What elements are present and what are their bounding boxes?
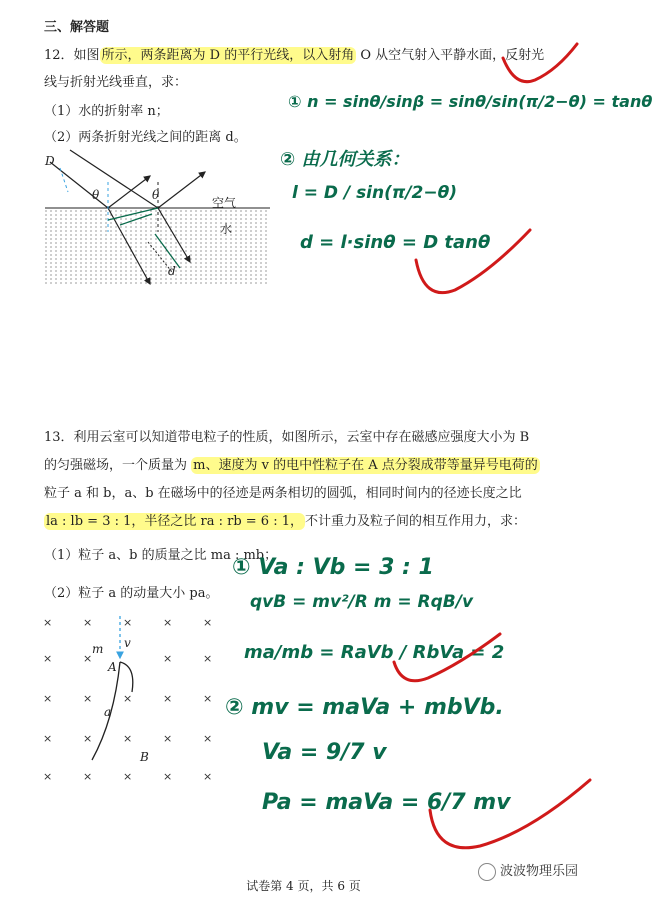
- q13-answer-line1: ① Va : Vb = 3 : 1: [232, 555, 434, 580]
- q13-label-A: A: [108, 660, 117, 674]
- q12-answer-line2: ② 由几何关系：: [280, 149, 410, 170]
- refraction-diagram: [40, 150, 280, 290]
- q13-answer-line4: ② mv = maVa + mbVb.: [225, 695, 504, 720]
- q13-line2-pre: 的匀强磁场，一个质量为: [44, 458, 192, 473]
- q12-label-theta2: θ: [152, 188, 160, 202]
- q13-answer-line2: qvB = mv²/R m = RqB/v: [250, 592, 474, 612]
- check-mark-3: [388, 630, 508, 690]
- q12-answer-line4: d = l·sinθ = D tanθ: [300, 232, 491, 253]
- q13-answer-line3: ma/mb = RaVb / RbVa = 2: [244, 642, 505, 663]
- watermark: [478, 860, 578, 881]
- q13-line1: 13．利用云室可以知道带电粒子的性质，如图所示，云室中存在磁感应强度大小为 B: [44, 430, 530, 445]
- track-b: [120, 662, 133, 692]
- q12-label-d: d: [168, 264, 176, 278]
- page-footer: 试卷第 4 页，共 6 页: [246, 879, 361, 893]
- q12-label-water: 水: [220, 222, 233, 236]
- q12-line1: [44, 48, 544, 64]
- q13-line4: [44, 514, 526, 530]
- q12-line1-pre: 12．如图: [44, 48, 100, 63]
- q13-answer-line5: Va = 9/7 v: [262, 740, 387, 765]
- q12-part1: （1）水的折射率 n；: [44, 104, 169, 119]
- q12-label-D: D: [45, 154, 55, 168]
- check-mark-4: [420, 770, 600, 860]
- q13-line3: 粒子 a 和 b，a、b 在磁场中的径迹是两条相切的圆弧，相同时间内的径迹长度之比: [44, 486, 522, 501]
- q13-line4-post: 不计重力及粒子间的相互作用力，求：: [305, 514, 527, 529]
- q13-highlight-1: m、速度为 v 的电中性粒子在 A 点分裂成带等量异号电荷的: [193, 458, 538, 473]
- watermark-text: 波波物理乐园: [500, 864, 579, 879]
- q12-figure: [40, 150, 280, 290]
- q13-figure: × × × × × × × × × × × × × × × × × × × × × × × × m v A a B: [40, 610, 220, 790]
- q12-line2: 线与折射光线垂直，求：: [44, 75, 188, 90]
- section-title: 三、解答题: [44, 20, 110, 35]
- q13-label-m: m: [92, 642, 104, 656]
- q13-label-B: B: [140, 750, 149, 764]
- q12-line1-post: O 从空气射入平静水面，反射光: [356, 48, 545, 63]
- check-mark-1: [495, 40, 585, 90]
- q13-part1: （1）粒子 a、b 的质量之比 ma : mb；: [44, 548, 278, 563]
- q13-highlight-2: la : lb = 3 : 1，半径之比 ra : rb = 6 : 1，: [46, 514, 303, 529]
- q12-answer-line1: ① n = sinθ/sinβ = sinθ/sin(π/2−θ) = tanθ: [288, 92, 652, 111]
- q12-part2: （2）两条折射光线之间的距离 d。: [44, 130, 247, 145]
- q12-answer-line3: l = D / sin(π/2−θ): [292, 183, 458, 203]
- q12-label-theta: θ: [92, 188, 100, 202]
- q13-part2: （2）粒子 a 的动量大小 pa。: [44, 586, 219, 601]
- check-mark-2: [410, 222, 540, 302]
- q13-label-v: v: [124, 636, 131, 650]
- wechat-icon: [478, 863, 496, 881]
- q13-line2: [44, 458, 540, 474]
- q12-highlight: 所示，两条距离为 D 的平行光线，以入射角: [101, 48, 355, 63]
- incident-ray-2: [70, 150, 158, 208]
- q13-answer-line6: Pa = maVa = 6/7 mv: [262, 790, 511, 815]
- q12-label-air: 空气: [212, 196, 237, 210]
- q13-label-a: a: [104, 705, 112, 719]
